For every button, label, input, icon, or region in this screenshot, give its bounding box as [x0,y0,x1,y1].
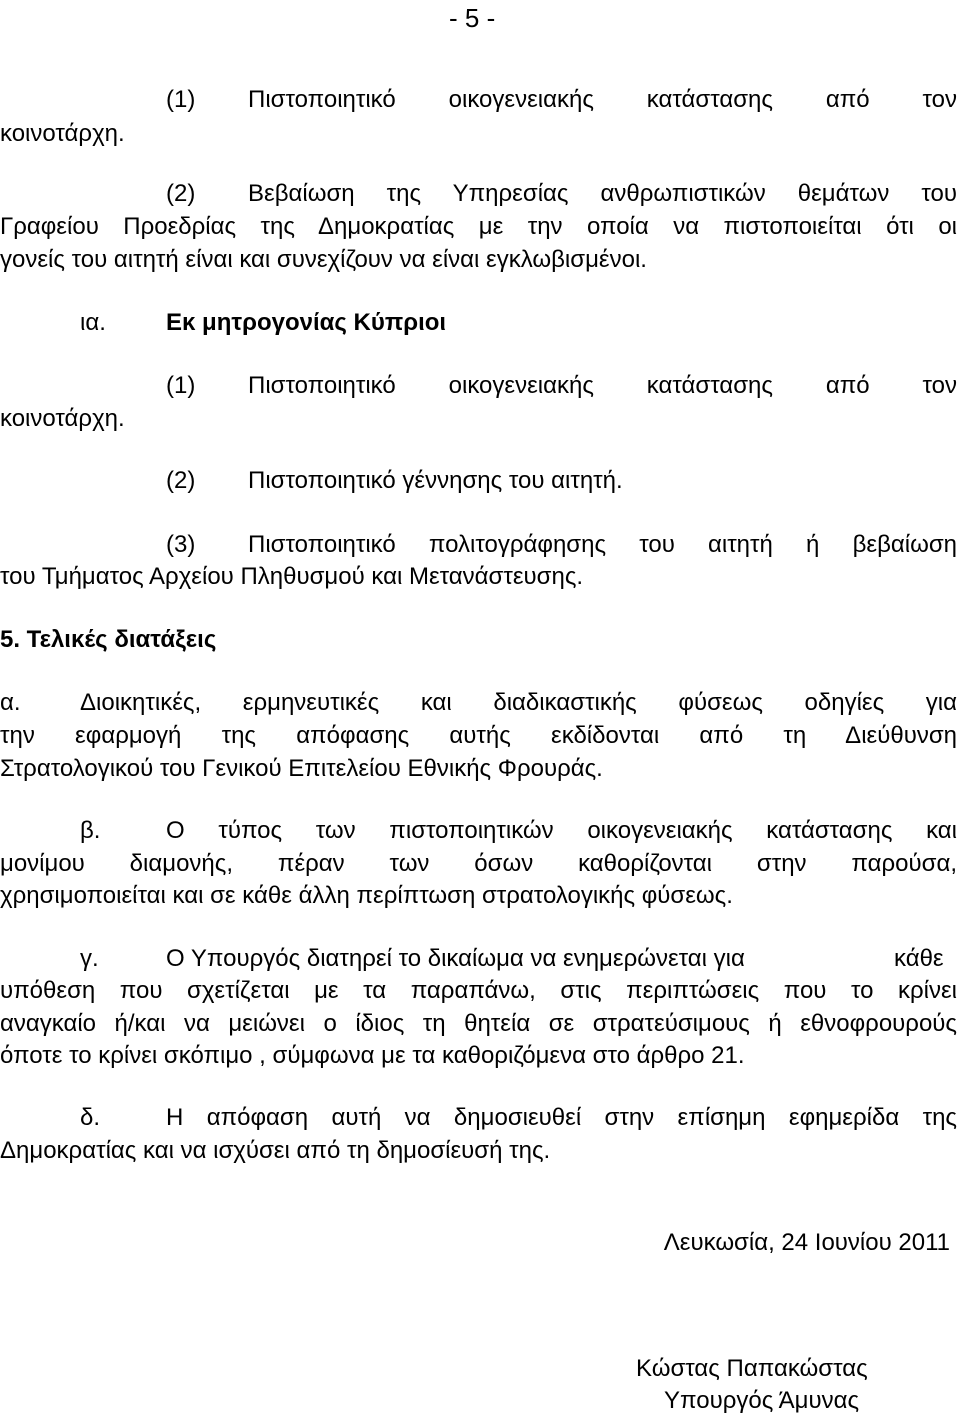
para-g-text: Ο Υπουργός διατηρεί το δικαίωμα να ενημερώνεται για [166,945,745,972]
para-d-words: Η απόφαση αυτή να δημοσιευθεί στην επίσημη εφημερίδα της [166,1104,957,1131]
para-g-line-3: αναγκαίο ή/και να μειώνει ο ίδιος τη θητεία σε στρατεύσιμους ή εθνοφρουρούς [0,1010,957,1037]
ia-item-3-label: (3) [166,531,196,558]
ia-item-3-line-2: του Τμήματος Αρχείου Πληθυσμού και Μετανάστευσης. [0,563,584,590]
section-ia-label: ια. [80,309,106,336]
item-2-line-2: Γραφείου Προεδρίας της Δημοκρατίας με την οποία να πιστοποιείται ότι οι [0,213,957,240]
para-b-text [166,817,957,845]
ia-item-2-text: Πιστοποιητικό γέννησης του αιτητή. [248,467,623,494]
para-g-label: γ. [80,945,99,972]
signatory-title: Υπουργός Άμυνας [664,1387,860,1414]
para-a-words: Διοικητικές, ερμηνευτικές και διαδικαστικής φύσεως οδηγίες για [80,689,957,716]
para-d-text [166,1104,957,1132]
para-b-line-2: μονίμου διαμονής, πέραν των όσων καθορίζονται στην παρούσα, [0,850,957,877]
ia-item-1-words: Πιστοποιητικό οικογενειακής κατάστασης από τον [248,372,957,399]
para-g-text-end: κάθε [894,945,944,972]
item-1-line-2: κοινοτάρχη. [0,120,125,147]
ia-item-1-label: (1) [166,372,196,399]
para-a-text [80,689,957,717]
section-5-heading: 5. Τελικές διατάξεις [0,626,217,653]
signatory-name: Κώστας Παπακώστας [636,1355,868,1382]
ia-item-1-line-2: κοινοτάρχη. [0,405,125,432]
item-1-label: (1) [166,86,196,113]
item-2-label: (2) [166,180,196,207]
para-d-line-2: Δημοκρατίας και να ισχύσει από τη δημοσίευσή της. [0,1137,551,1164]
item-2-text [248,180,957,208]
para-g-line-4: όποτε το κρίνει σκόπιμο , σύμφωνα με τα καθοριζόμενα στο άρθρο 21. [0,1042,745,1069]
item-2-words: Βεβαίωση της Υπηρεσίας ανθρωπιστικών θεμάτων του [248,180,957,207]
para-g-line-2: υπόθεση που σχετίζεται με τα παραπάνω, στις περιπτώσεις που το κρίνει [0,977,957,1004]
ia-item-3-words: Πιστοποιητικό πολιτογράφησης του αιτητή ή βεβαίωση [248,531,957,558]
place-date: Λευκωσία, 24 Ιουνίου 2011 [663,1229,950,1256]
item-1-text [248,86,957,114]
item-2-line-3: γονείς του αιτητή είναι και συνεχίζουν να είναι εγκλωβισμένοι. [0,246,647,273]
ia-item-2-label: (2) [166,467,196,494]
para-b-label: β. [80,817,101,844]
para-a-line-2: την εφαρμογή της απόφασης αυτής εκδίδονται από τη Διεύθυνση [0,722,957,749]
para-d-label: δ. [80,1104,101,1131]
para-b-words: Ο τύπος των πιστοποιητικών οικογενειακής κατάστασης και [166,817,957,844]
para-b-line-3: χρησιμοποιείται και σε κάθε άλλη περίπτωση στρατολογικής φύσεως. [0,882,733,909]
ia-item-1-text [248,372,957,400]
section-ia-heading: Εκ μητρογονίας Κύπριοι [166,309,447,336]
para-a-label: α. [0,689,21,716]
page-number: - 5 - [449,3,496,33]
item-1-words: Πιστοποιητικό οικογενειακής κατάστασης από τον [248,86,957,113]
ia-item-3-text [248,531,957,559]
para-a-line-3: Στρατολογικού του Γενικού Επιτελείου Εθνικής Φρουράς. [0,755,603,782]
